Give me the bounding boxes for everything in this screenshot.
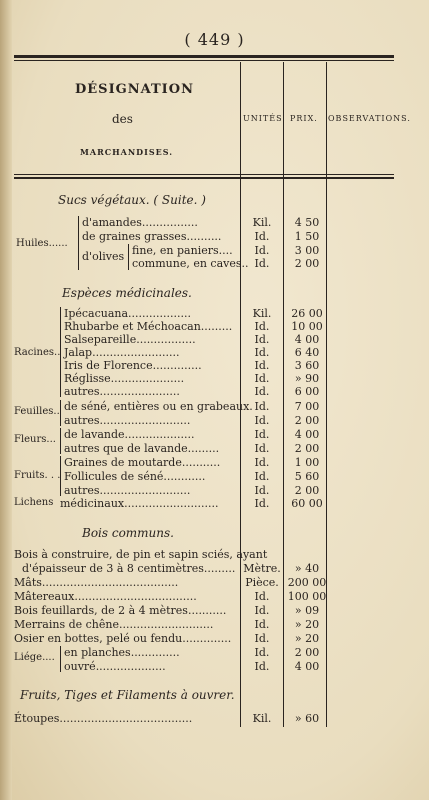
price-cell: 2 00: [294, 257, 320, 270]
unit-cell: Id.: [254, 442, 270, 455]
unit-cell: Id.: [254, 385, 270, 398]
row-label: Follicules de séné............: [64, 470, 206, 483]
unit-cell: Id.: [254, 333, 270, 346]
price-cell: 4 00: [294, 333, 320, 346]
top-rule-thin: [14, 60, 394, 61]
row-label: commune, en caves..: [132, 257, 249, 270]
unit-cell: Id.: [254, 320, 270, 333]
unit-cell: Id.: [254, 346, 270, 359]
section-fruits-tiges: Fruits, Tiges et Filaments à ouvrer.: [20, 688, 235, 702]
header-designation: DÉSIGNATION: [75, 82, 194, 97]
row-label: autres..........................: [64, 484, 191, 497]
unit-cell: Mètre.: [243, 562, 281, 575]
unit-cell: Kil.: [252, 712, 272, 725]
row-label: Mâtereaux...................................: [14, 590, 197, 603]
unit-cell: Id.: [254, 604, 270, 617]
unit-cell: Id.: [254, 632, 270, 645]
section-especes: Espèces médicinales.: [62, 286, 192, 300]
price-cell: 200 00: [287, 576, 327, 589]
row-label: Iris de Florence..............: [64, 359, 202, 372]
unit-cell: Id.: [254, 372, 270, 385]
unit-cell: Pièce.: [245, 576, 279, 589]
price-cell: 100 00: [287, 590, 327, 603]
unit-cell: Id.: [254, 646, 270, 659]
unit-cell: Id.: [254, 359, 270, 372]
row-label: fine, en paniers....: [132, 244, 233, 257]
group-dolives: d'olives: [82, 250, 125, 263]
row-label: Rhubarbe et Méchoacan.........: [64, 320, 233, 333]
row-label: Osier en bottes, pelé ou fendu..............: [14, 632, 232, 645]
row-label: Jalap.........................: [64, 346, 180, 359]
price-cell: 10 00: [291, 320, 323, 333]
row-label: de lavande....................: [64, 428, 195, 441]
row-label: de séné, entières ou en grabeaux.: [64, 400, 253, 413]
unit-cell: Id.: [254, 244, 270, 257]
brace-liege: [60, 646, 61, 672]
row-label: Réglisse.....................: [64, 372, 185, 385]
price-cell: 4 00: [294, 660, 320, 673]
price-cell: 26 00: [291, 307, 323, 320]
group-racines: Racines..: [14, 347, 61, 358]
brace-olives: [128, 244, 129, 270]
unit-cell: Id.: [254, 414, 270, 427]
page-edge: [0, 0, 12, 800]
price-cell: 4 00: [294, 428, 320, 441]
price-cell: 2 00: [294, 414, 320, 427]
group-lichens: Lichens: [14, 497, 54, 508]
row-label: de graines grasses..........: [82, 230, 222, 243]
unit-cell: Id.: [254, 660, 270, 673]
unit-cell: Id.: [254, 230, 270, 243]
group-feuilles: Feuilles..: [14, 406, 60, 417]
price-cell: 2 00: [294, 484, 320, 497]
price-cell: 4 50: [294, 216, 320, 229]
brace-feuilles: [60, 400, 61, 426]
row-label: autres..........................: [64, 414, 191, 427]
row-label: Étoupes......................................: [14, 712, 193, 725]
unit-cell: Id.: [254, 257, 270, 270]
group-liege: Liége....: [14, 652, 55, 663]
price-cell: » 40: [294, 562, 320, 575]
header-rule: [14, 174, 394, 175]
row-label: Salsepareille.................: [64, 333, 196, 346]
price-cell: » 90: [294, 372, 320, 385]
header-observations: OBSERVATIONS.: [328, 114, 411, 123]
price-cell: » 20: [294, 618, 320, 631]
row-label: Bois à construire, de pin et sapin sciés, ayant: [14, 548, 268, 561]
brace-fleurs: [60, 428, 61, 454]
brace-fruits: [60, 456, 61, 496]
unit-cell: Id.: [254, 497, 270, 510]
row-label: Graines de moutarde...........: [64, 456, 221, 469]
row-label: en planches..............: [64, 646, 180, 659]
row-label: Merrains de chêne...........................: [14, 618, 214, 631]
header-rule-thick: [14, 177, 394, 179]
row-label: autres.......................: [64, 385, 180, 398]
unit-cell: Id.: [254, 470, 270, 483]
price-cell: 5 60: [294, 470, 320, 483]
row-label: autres que de lavande.........: [64, 442, 220, 455]
price-cell: 6 40: [294, 346, 320, 359]
price-cell: 7 00: [294, 400, 320, 413]
row-label: Mâts.......................................: [14, 576, 179, 589]
price-cell: 3 00: [294, 244, 320, 257]
row-label: médicinaux...........................: [60, 497, 219, 510]
unit-cell: Id.: [254, 400, 270, 413]
group-huiles: Huiles......: [16, 238, 68, 249]
header-unites: UNITÉS.: [243, 114, 286, 123]
price-cell: 60 00: [291, 497, 323, 510]
group-fruits: Fruits. . .: [14, 470, 61, 481]
row-label: Ipécacuana..................: [64, 307, 191, 320]
price-cell: 2 00: [294, 442, 320, 455]
unit-cell: Kil.: [252, 307, 272, 320]
price-cell: » 09: [294, 604, 320, 617]
unit-cell: Id.: [254, 590, 270, 603]
price-cell: 2 00: [294, 646, 320, 659]
price-cell: 1 50: [294, 230, 320, 243]
page-number: ( 449 ): [184, 30, 245, 49]
price-cell: 6 00: [294, 385, 320, 398]
unit-cell: Id.: [254, 618, 270, 631]
header-marchandises: MARCHANDISES.: [80, 147, 173, 157]
top-rule: [14, 55, 394, 58]
header-des: des: [112, 112, 133, 126]
row-label: d'épaisseur de 3 à 8 centimètres.........: [22, 562, 236, 575]
section-sucs: Sucs végétaux. ( Suite. ): [58, 193, 206, 207]
unit-cell: Id.: [254, 428, 270, 441]
row-label: d'amandes................: [82, 216, 198, 229]
price-cell: 3 60: [294, 359, 320, 372]
price-cell: » 20: [294, 632, 320, 645]
unit-cell: Kil.: [252, 216, 272, 229]
price-cell: 1 00: [294, 456, 320, 469]
section-bois: Bois communs.: [82, 526, 174, 540]
header-prix: PRIX.: [290, 114, 318, 123]
row-label: Bois feuillards, de 2 à 4 mètres...........: [14, 604, 227, 617]
brace-racines: [60, 307, 61, 397]
row-label: ouvré....................: [64, 660, 166, 673]
group-fleurs: Fleurs...: [14, 434, 56, 445]
unit-cell: Id.: [254, 456, 270, 469]
brace-huiles: [78, 216, 79, 270]
unit-cell: Id.: [254, 484, 270, 497]
price-cell: » 60: [294, 712, 320, 725]
